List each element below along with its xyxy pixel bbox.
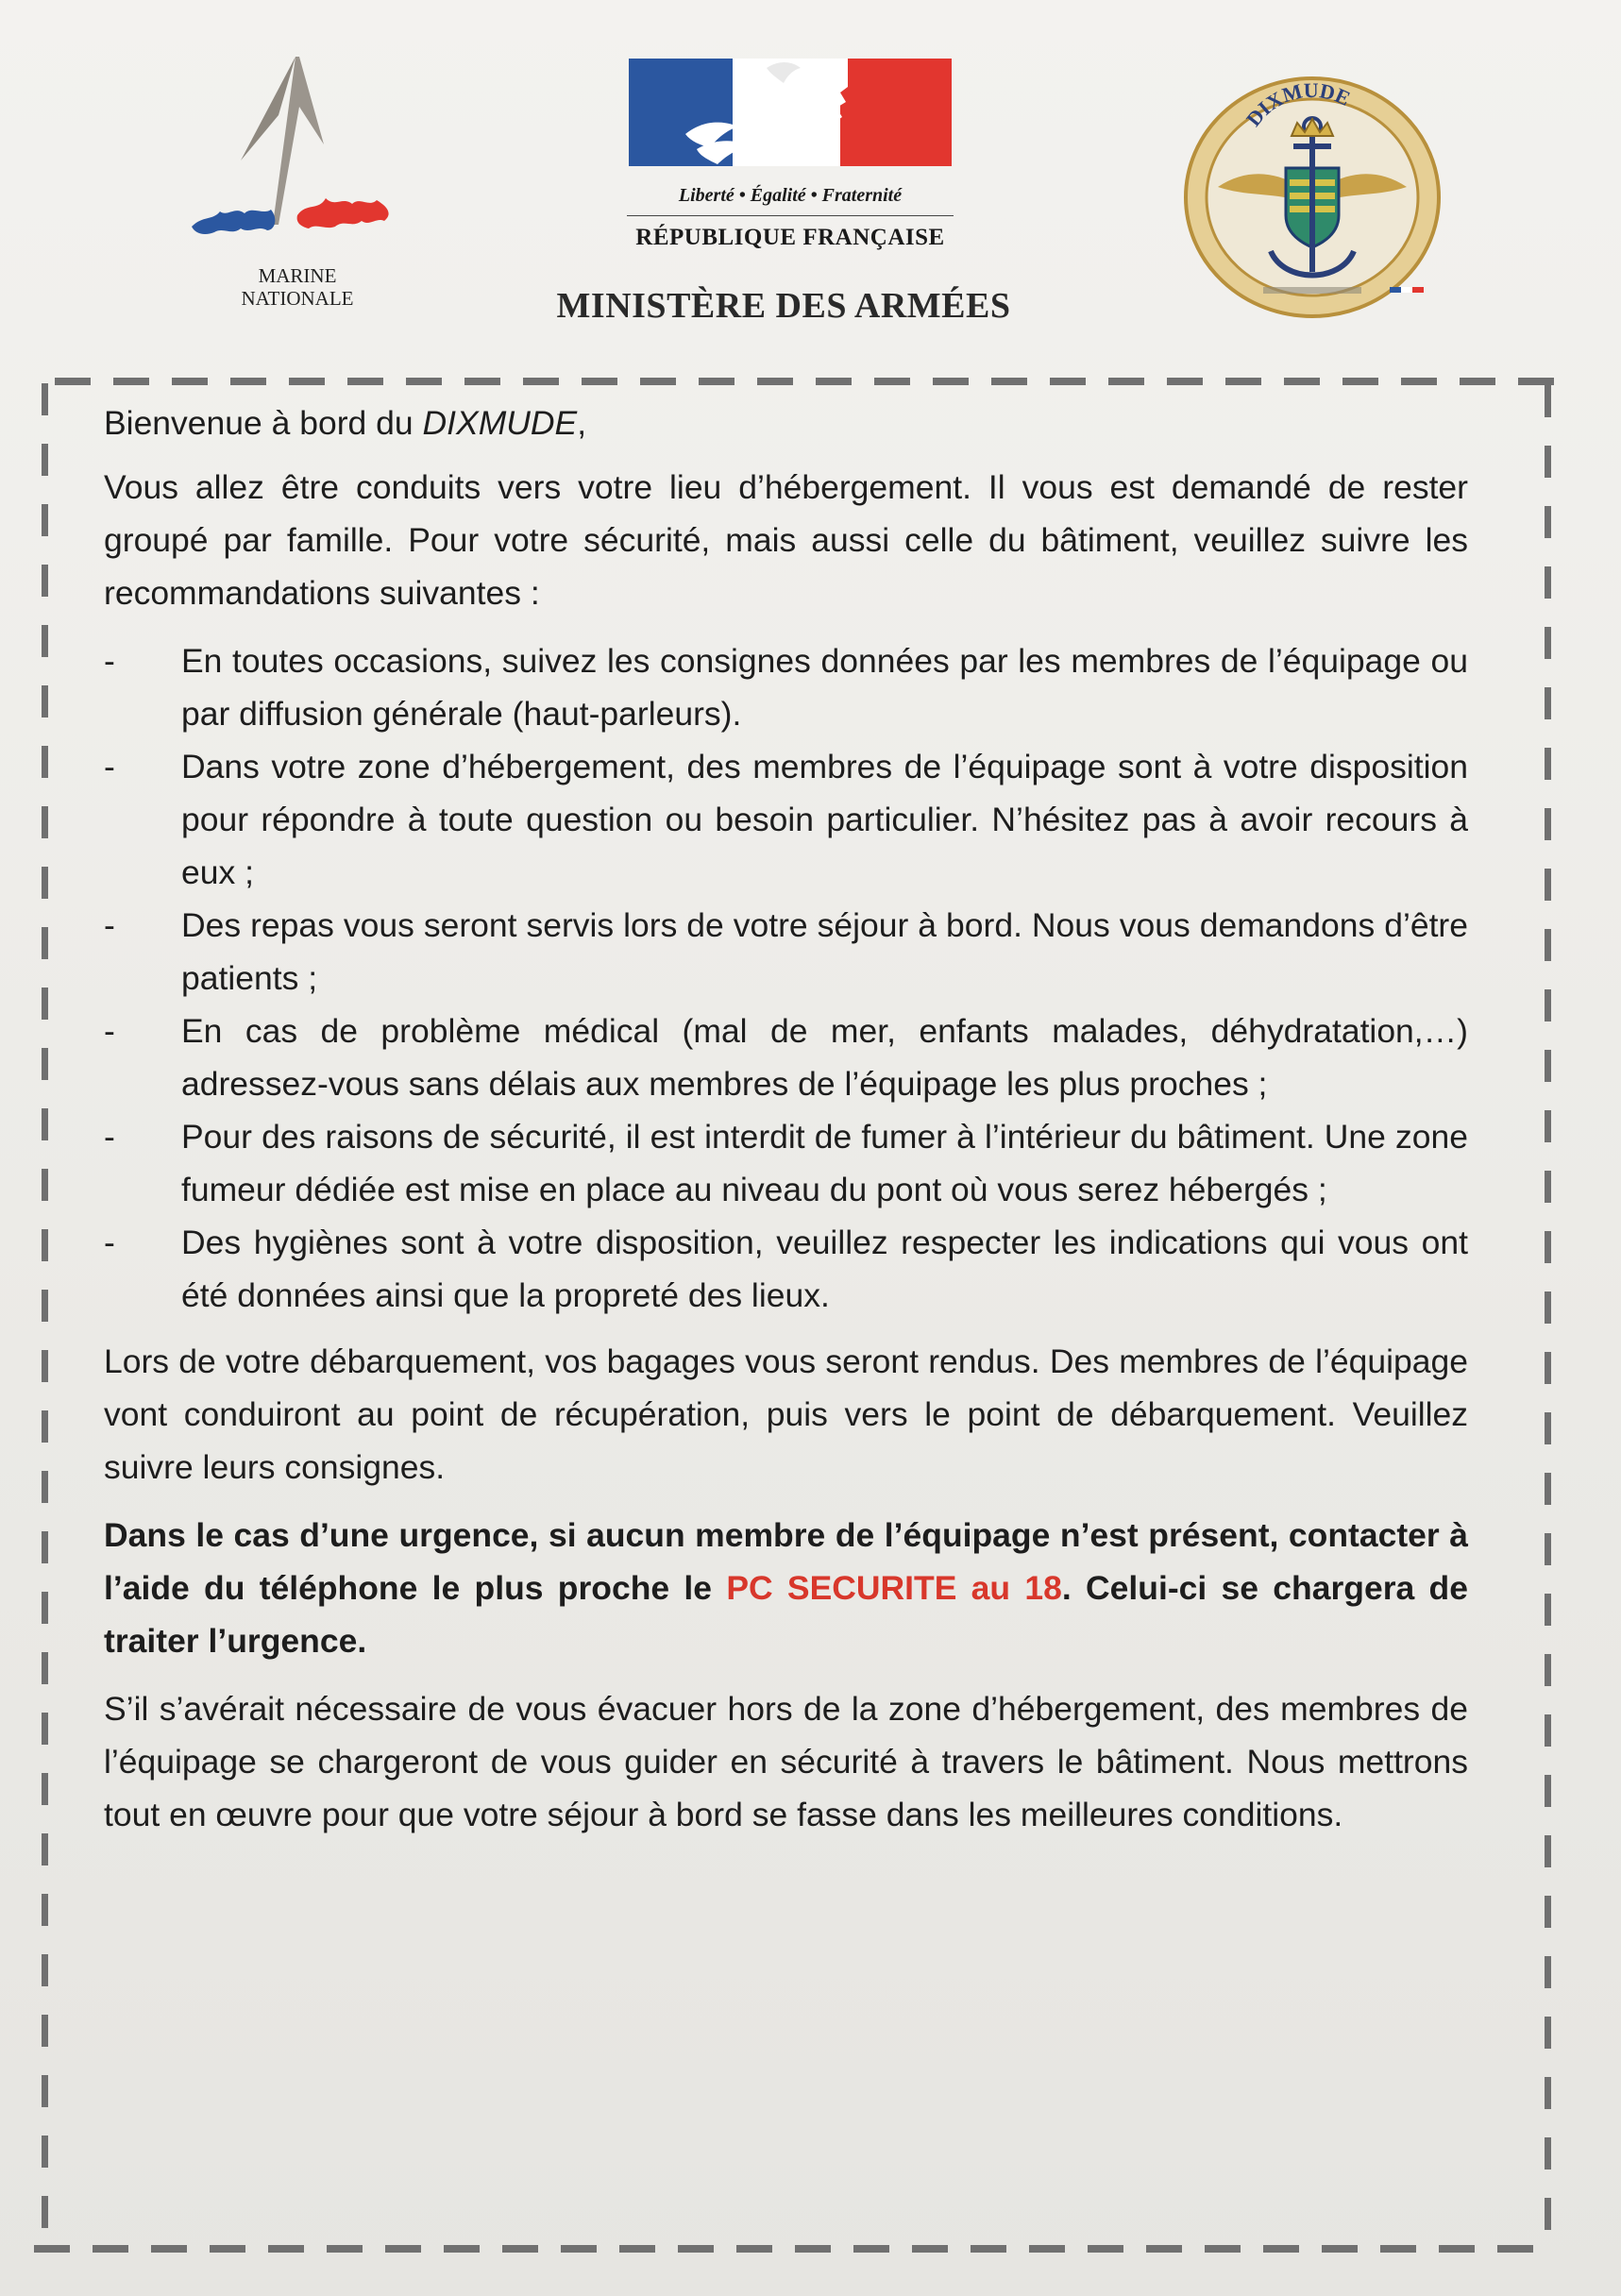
bullet-dash: - bbox=[104, 1118, 115, 1156]
frame-left-border bbox=[42, 383, 48, 2239]
marianne-icon bbox=[625, 59, 955, 177]
republic-motto: Liberté • Égalité • Fraternité bbox=[678, 185, 903, 206]
list-item bbox=[104, 1004, 1468, 1110]
bullet-dash: - bbox=[104, 642, 115, 680]
marine-line1: MARINE bbox=[258, 264, 337, 287]
safety-rules-list bbox=[104, 634, 1468, 1322]
rule-text: Dans votre zone d’hébergement, des membres de l’équipage sont à votre disposition pour répondre à toute question ou besoin particulier. N’hésitez pas à avoir recours à eux ; bbox=[181, 748, 1468, 891]
rule-text: Des hygiènes sont à votre disposition, veuillez respecter les indications qui vous ont été données ainsi que la propreté des lieux. bbox=[181, 1224, 1468, 1314]
bullet-dash: - bbox=[104, 906, 115, 944]
list-item bbox=[104, 1110, 1468, 1216]
rule-text: Des repas vous seront servis lors de votre séjour à bord. Nous vous demandons d’être patients ; bbox=[181, 906, 1468, 997]
ministry-title: MINISTÈRE DES ARMÉES bbox=[556, 286, 1011, 326]
republique-francaise-logo bbox=[625, 59, 955, 266]
dixmude-emblem bbox=[1180, 74, 1444, 321]
marine-sail-icon bbox=[184, 55, 411, 262]
list-item bbox=[104, 899, 1468, 1004]
rule-text: Pour des raisons de sécurité, il est interdit de fumer à l’intérieur du bâtiment. Une zone fumeur dédiée est mise en place au niveau du pont où vous serez hébergés ; bbox=[181, 1118, 1468, 1208]
dixmude-ring-text: DIXMUDE bbox=[1241, 77, 1355, 131]
ship-name: DIXMUDE bbox=[422, 404, 578, 442]
dixmude-crest-icon bbox=[1180, 74, 1444, 321]
rule-text: En cas de problème médical (mal de mer, enfants malades, déhydratation,…) adressez-vous sans délais aux membres de l’équipage les plus proches ; bbox=[181, 1012, 1468, 1103]
greeting-suffix: , bbox=[577, 404, 587, 442]
republic-name: RÉPUBLIQUE FRANÇAISE bbox=[635, 225, 945, 250]
frame-top-border bbox=[55, 378, 1556, 385]
list-item bbox=[104, 740, 1468, 899]
intro-paragraph: Vous allez être conduits vers votre lieu d’hébergement. Il vous est demandé de rester groupé par famille. Pour votre sécurité, mais aussi celle du bâtiment, veuillez suivre les recommandations suivantes : bbox=[104, 468, 1468, 612]
letter-body bbox=[104, 397, 1468, 1841]
rule-text: En toutes occasions, suivez les consignes données par les membres de l’équipage ou par diffusion générale (haut-parleurs). bbox=[181, 642, 1468, 733]
greeting bbox=[104, 397, 1468, 449]
bullet-dash: - bbox=[104, 1224, 115, 1261]
closing-paragraph: S’il s’avérait nécessaire de vous évacuer hors de la zone d’hébergement, des membres de l’équipage se chargeront de vous guider en sécurité à travers le bâtiment. Nous mettrons tout en œuvre pour que votre séjour à bord se fasse dans les meilleures conditions. bbox=[104, 1690, 1468, 1833]
marine-nationale-logo bbox=[184, 55, 411, 329]
emergency-text-after: . Celui-ci se chargera de traiter l’urgence. bbox=[104, 1569, 1468, 1660]
bullet-dash: - bbox=[104, 748, 115, 785]
list-item bbox=[104, 1216, 1468, 1322]
emergency-paragraph bbox=[104, 1509, 1468, 1667]
security-contact: PC SECURITE au 18 bbox=[726, 1569, 1062, 1607]
marine-line2: NATIONALE bbox=[241, 287, 354, 310]
letterhead bbox=[0, 0, 1621, 359]
greeting-prefix: Bienvenue à bord du bbox=[104, 404, 423, 442]
frame-bottom-border bbox=[34, 2245, 1535, 2253]
bullet-dash: - bbox=[104, 1012, 115, 1050]
disembarkation-paragraph: Lors de votre débarquement, vos bagages vous seront rendus. Des membres de l’équipage vont conduiront au point de récupération, puis vers le point de débarquement. Veuillez suivre leurs consignes. bbox=[104, 1342, 1468, 1486]
republic-divider bbox=[627, 215, 954, 216]
marine-nationale-wordmark bbox=[184, 264, 411, 310]
list-item bbox=[104, 634, 1468, 740]
frame-right-border bbox=[1545, 385, 1551, 2236]
emergency-text-before: Dans le cas d’une urgence, si aucun membre de l’équipage n’est présent, contacter à l’aide du téléphone le plus proche le bbox=[104, 1516, 1468, 1607]
